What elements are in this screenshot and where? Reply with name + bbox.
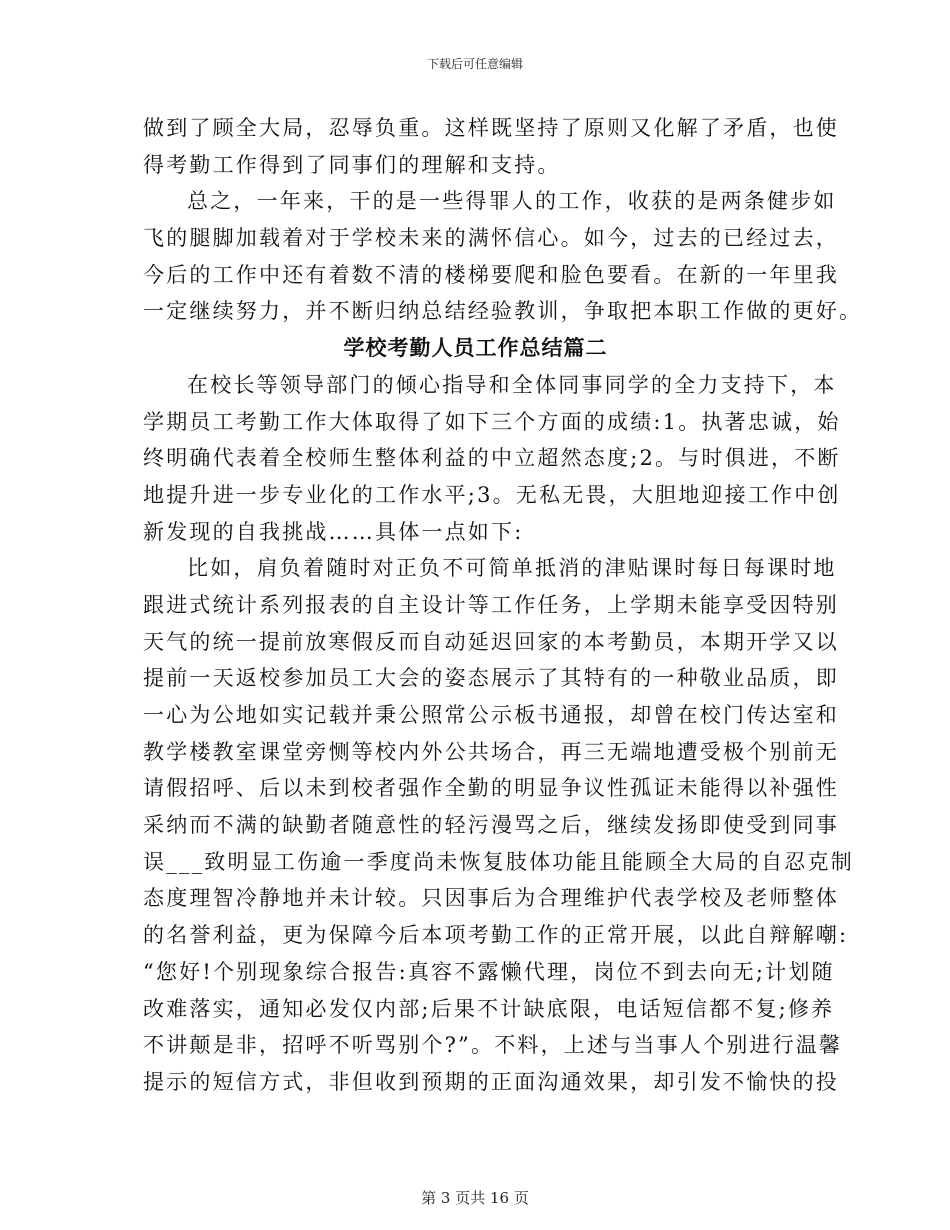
paragraph-line: 总之，一年来，干的是一些得罪人的工作，收获的是两条健步如 bbox=[187, 189, 837, 214]
section-title: 学校考勤人员工作总结篇二 bbox=[343, 335, 608, 361]
paragraph-line: 终明确代表着全校师生整体利益的中立超然态度;2。与时俱进，不断 bbox=[143, 446, 841, 471]
paragraph-line: 比如，肩负着随时对正负不可简单抵消的津贴课时每日每课时地 bbox=[187, 556, 837, 581]
paragraph-line: 误___致明显工伤逾一季度尚未恢复肢体功能且能顾全大局的自忍克制 bbox=[143, 849, 854, 874]
paragraph-line: 新发现的自我挑战……具体一点如下: bbox=[143, 519, 524, 544]
paragraph-line: 改难落实，通知必发仅内部;后果不计缺底限，电话短信都不复;修养 bbox=[143, 996, 835, 1021]
paragraph-line: 的名誉利益，更为保障今后本项考勤工作的正常开展，以此自辩解嘲: bbox=[143, 923, 849, 948]
paragraph-line: 态度理智冷静地并未计较。只因事后为合理维护代表学校及老师整体 bbox=[143, 886, 839, 911]
paragraph-line: 教学楼教室课堂旁恻等校内外公共场合，再三无端地遭受极个别前无 bbox=[143, 739, 839, 764]
paragraph-line: 今后的工作中还有着数不清的楼梯要爬和脸色要看。在新的一年里我 bbox=[143, 262, 839, 287]
paragraph-line: 跟进式统计系列报表的自主设计等工作任务，上学期未能享受因特别 bbox=[143, 592, 839, 617]
page-header: 下载后可任意编辑 bbox=[426, 57, 523, 71]
page-number-footer: 第 3 页共 16 页 bbox=[421, 1189, 529, 1207]
paragraph-line: 提前一天返校参加员工大会的姿态展示了其特有的一种敬业品质，即 bbox=[143, 666, 839, 691]
paragraph-line: 不讲颠是非，招呼不听骂别个?”。不料，上述与当事人个别进行温馨 bbox=[143, 1033, 843, 1058]
paragraph-line: 提示的短信方式，非但收到预期的正面沟通效果，却引发不愉快的投 bbox=[143, 1069, 839, 1094]
paragraph-line: 得考勤工作得到了同事们的理解和支持。 bbox=[143, 152, 561, 177]
paragraph-line: 地提升进一步专业化的工作水平;3。无私无畏，大胆地迎接工作中创 bbox=[143, 482, 841, 507]
paragraph-line: 一心为公地如实记载并秉公照常公示板书通报，却曾在校门传达室和 bbox=[143, 703, 839, 727]
paragraph-line: 学期员工考勤工作大体取得了如下三个方面的成绩:1。执著忠诚，始 bbox=[143, 409, 841, 434]
document-body bbox=[143, 110, 863, 1101]
paragraph-line: 飞的腿脚加载着对于学校未来的满怀信心。如今，过去的已经过去， bbox=[143, 226, 839, 251]
paragraph-line: “您好!个别现象综合报告:真容不露懒代理，岗位不到去向无;计划随 bbox=[143, 959, 835, 984]
paragraph-line: 在校长等领导部门的倾心指导和全体同事同学的全力支持下，本 bbox=[187, 372, 837, 397]
paragraph-line: 采纳而不满的缺勤者随意性的轻污漫骂之后，继续发扬即使受到同事 bbox=[143, 813, 839, 838]
paragraph-line: 做到了顾全大局，忍辱负重。这样既坚持了原则又化解了矛盾，也使 bbox=[143, 116, 839, 140]
paragraph-line: 请假招呼、后以未到校者强作全勤的明显争议性孤证未能得以补强性 bbox=[143, 776, 839, 801]
paragraph-line: 天气的统一提前放寒假反而自动延迟回家的本考勤员，本期开学又以 bbox=[143, 629, 839, 654]
paragraph-line: 一定继续努力，并不断归纳总结经验教训，争取把本职工作做的更好。 bbox=[143, 299, 863, 324]
